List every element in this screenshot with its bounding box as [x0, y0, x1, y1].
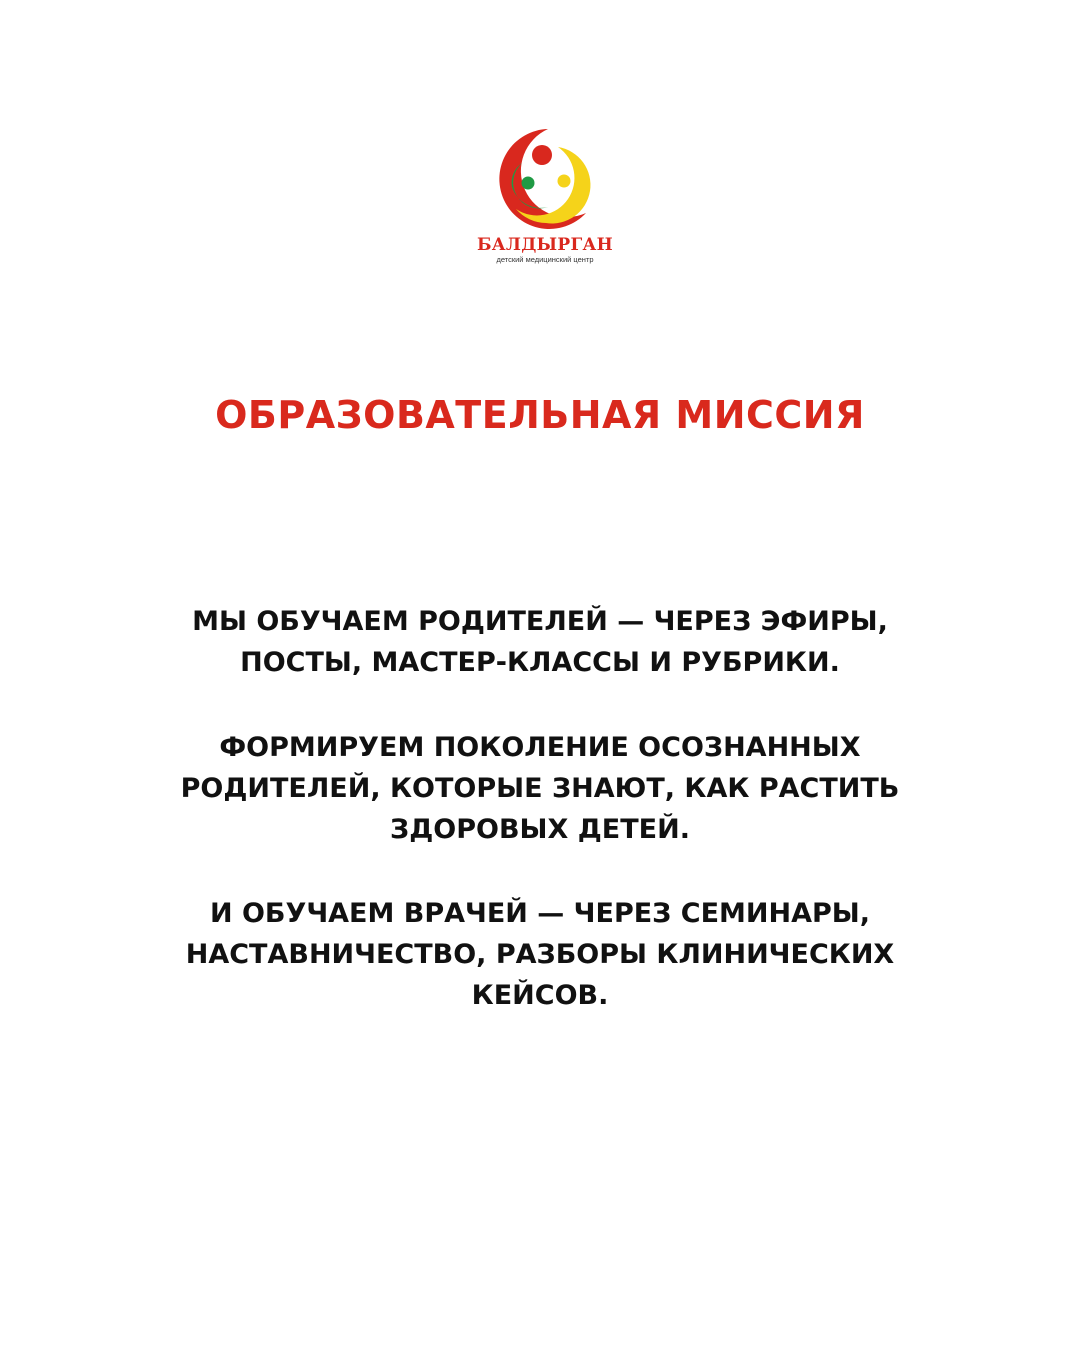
mission-paragraph-doctors [100, 893, 980, 1016]
logo-name: БАЛДЫРГАН [476, 235, 614, 255]
brand-logo [470, 120, 620, 270]
mission-paragraph-generation [100, 727, 980, 850]
logo-emblem-icon [486, 125, 604, 233]
text-line: И ОБУЧАЕМ ВРАЧЕЙ — ЧЕРЕЗ СЕМИНАРЫ, [209, 898, 870, 929]
text-line: ЗДОРОВЫХ ДЕТЕЙ. [390, 814, 690, 845]
text-line: КЕЙСОВ. [471, 980, 609, 1011]
page-title: ОБРАЗОВАТЕЛЬНАЯ МИССИЯ [215, 393, 865, 437]
text-line: ПОСТЫ, МАСТЕР-КЛАССЫ И РУБРИКИ. [240, 647, 840, 678]
text-line: ФОРМИРУЕМ ПОКОЛЕНИЕ ОСОЗНАННЫХ [219, 732, 861, 763]
logo-subtitle: детский медицинский центр [496, 255, 594, 264]
text-line: НАСТАВНИЧЕСТВО, РАЗБОРЫ КЛИНИЧЕСКИХ [185, 939, 895, 970]
text-line: РОДИТЕЛЕЙ, КОТОРЫЕ ЗНАЮТ, КАК РАСТИТЬ [180, 773, 900, 804]
text-line: МЫ ОБУЧАЕМ РОДИТЕЛЕЙ — ЧЕРЕЗ ЭФИРЫ, [192, 606, 888, 637]
mission-paragraph-parents [100, 601, 980, 683]
